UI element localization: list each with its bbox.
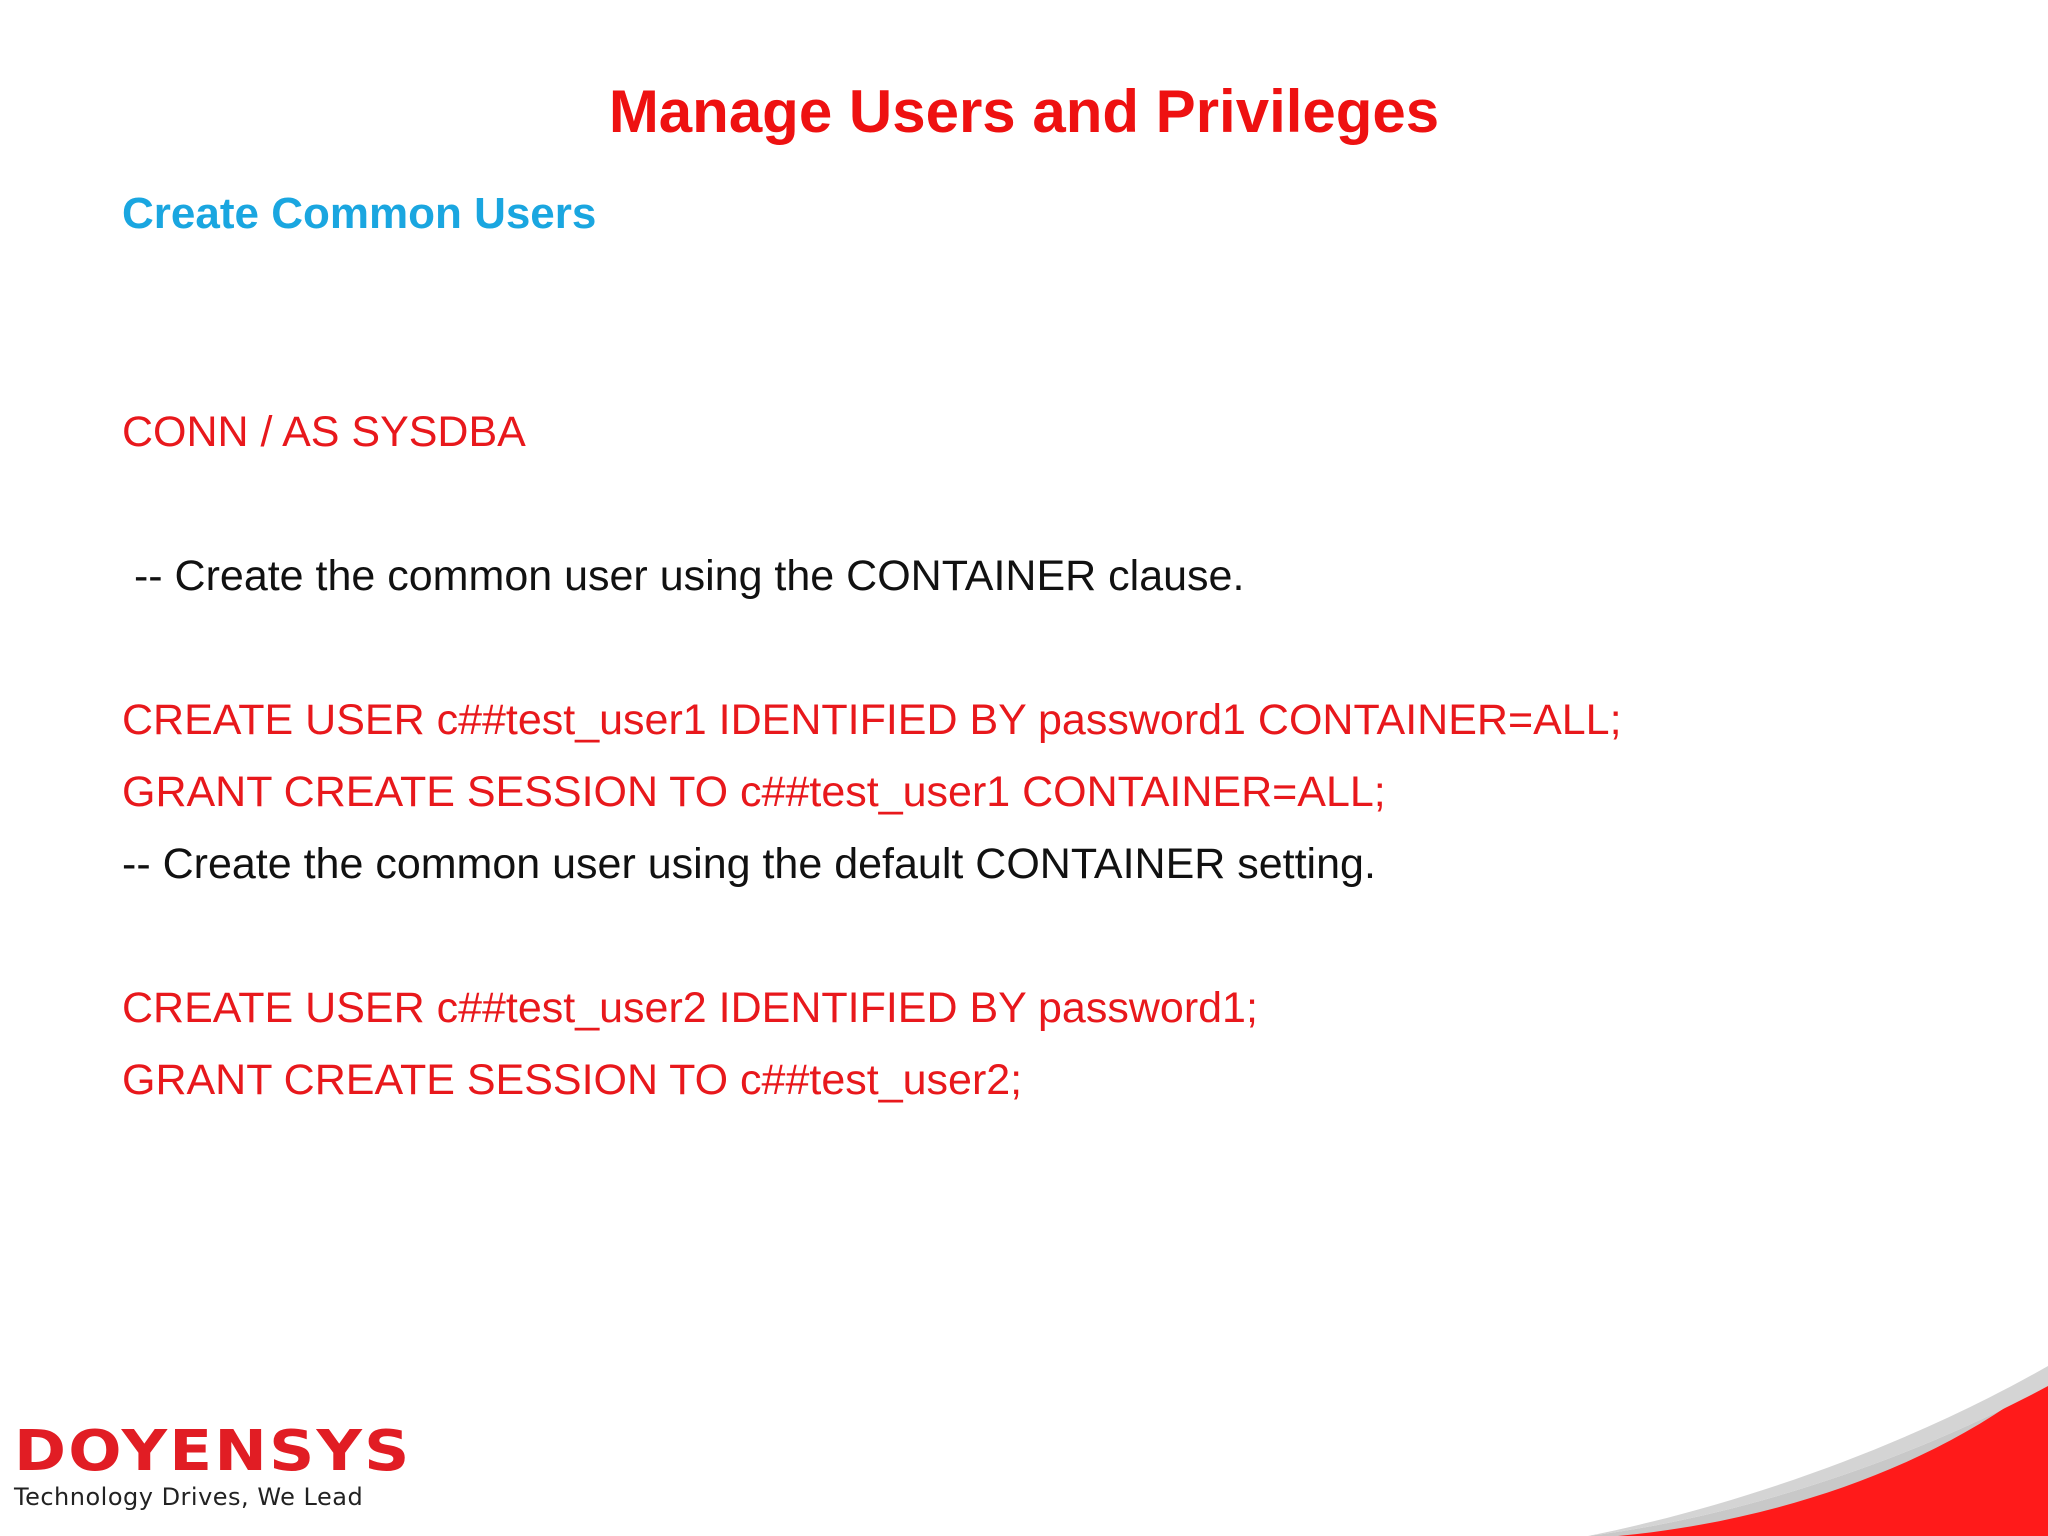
- doyensys-logo: [14, 1419, 484, 1512]
- slide-title: Manage Users and Privileges: [608, 78, 1440, 145]
- code-line-grant-user2: GRANT CREATE SESSION TO c##test_user2;: [122, 1056, 1023, 1104]
- logo-tagline: Technology Drives, We Lead: [14, 1483, 364, 1511]
- code-line-create-user2: CREATE USER c##test_user2 IDENTIFIED BY password1;: [122, 984, 1258, 1032]
- code-line-conn: CONN / AS SYSDBA: [122, 408, 526, 456]
- logo-wordmark: DOYENSYS: [14, 1419, 412, 1484]
- comment-line-container-clause: -- Create the common user using the CONTAINER clause.: [122, 552, 1245, 600]
- code-line-create-user1: CREATE USER c##test_user1 IDENTIFIED BY password1 CONTAINER=ALL;: [122, 696, 1622, 744]
- slide-subtitle: Create Common Users: [122, 189, 597, 238]
- comment-line-default-container: -- Create the common user using the default CONTAINER setting.: [122, 840, 1376, 888]
- swoosh-red-band: [1618, 1376, 2048, 1536]
- code-line-grant-user1: GRANT CREATE SESSION TO c##test_user1 CONTAINER=ALL;: [122, 768, 1386, 816]
- corner-swoosh-decoration: [1588, 1306, 2048, 1536]
